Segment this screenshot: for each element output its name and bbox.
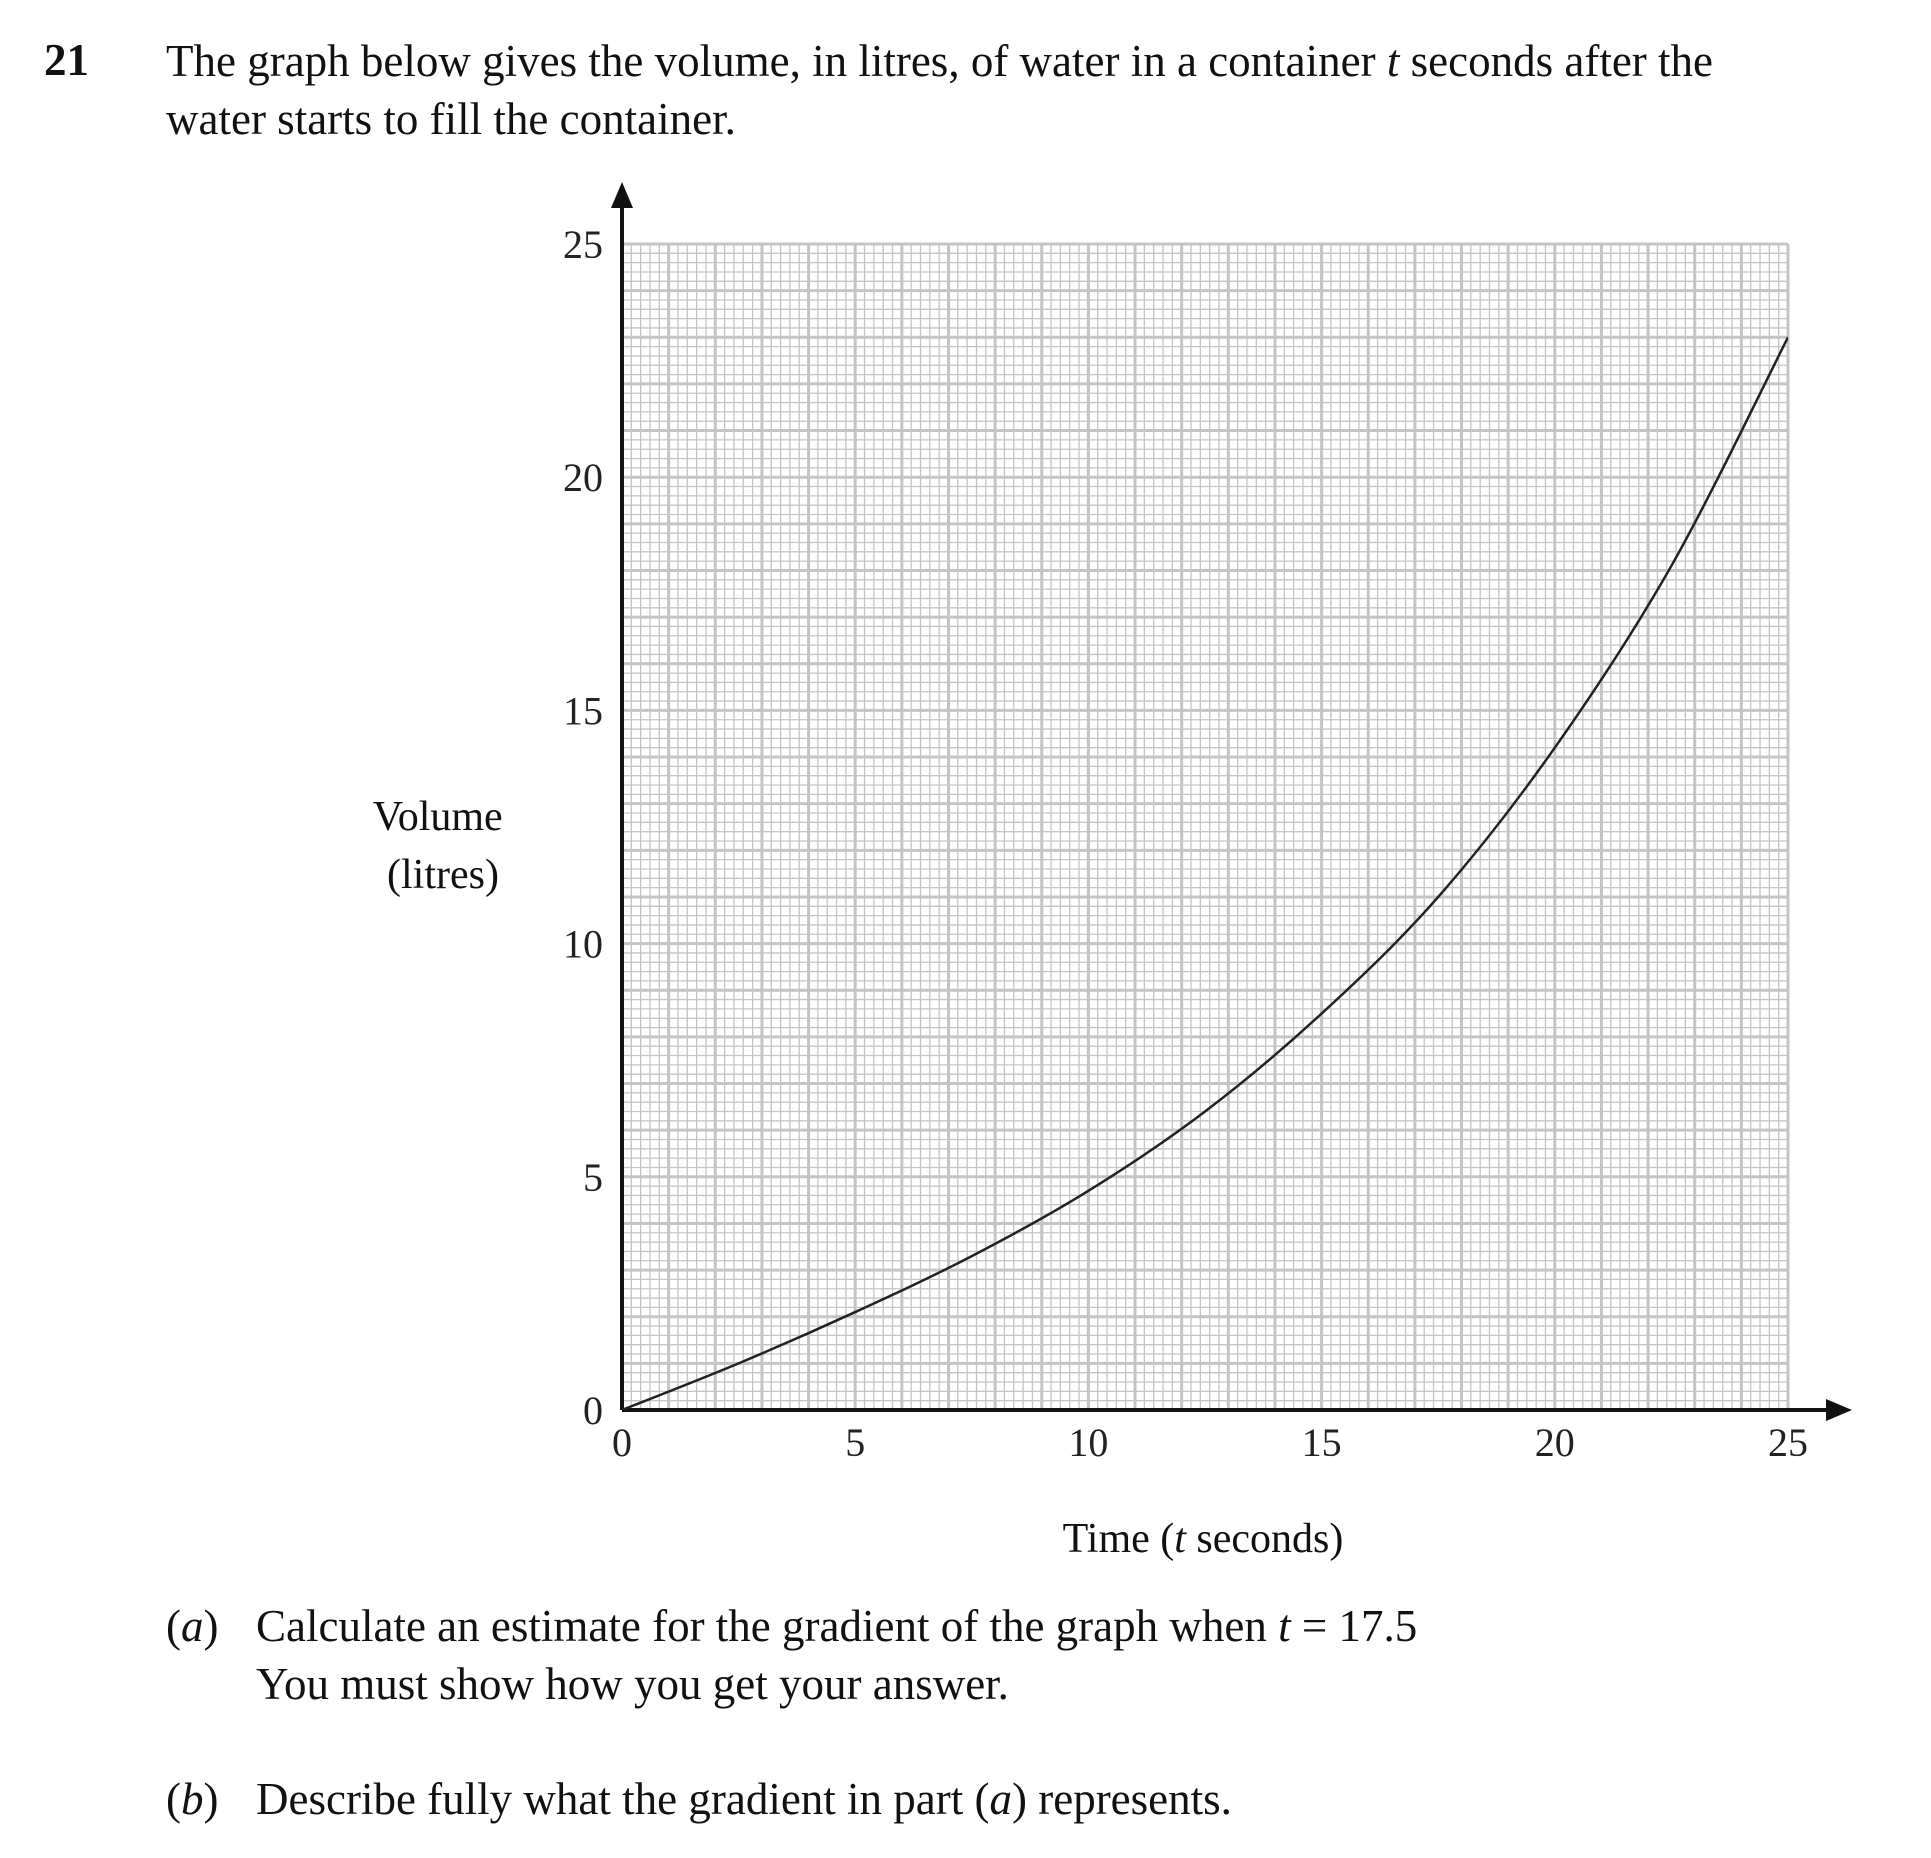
y-axis-label-line-2: (litres) [387,852,499,898]
question-line-2: water starts to fill the container. [166,94,736,144]
y-tick-label: 5 [583,1154,603,1200]
part-a-text [256,1597,1417,1713]
x-tick-label: 20 [1534,1420,1575,1465]
y-tick-label: 0 [583,1388,603,1433]
part-a-line-1: Calculate an estimate for the gradient of the graph when t = 17.5 [256,1601,1418,1651]
y-tick-label: 20 [563,455,603,501]
question-line-1: The graph below gives the volume, in litres, of water in a container t seconds after the [166,36,1714,86]
x-axis-label: Time (t seconds) [1062,1516,1344,1562]
y-axis-arrow [611,182,633,208]
x-tick-label: 10 [1068,1420,1109,1465]
volume-curve [622,337,1788,1410]
part-a-line-2: You must show how you get your answer. [256,1659,1009,1709]
x-tick-label: 15 [1301,1420,1342,1465]
chart-grid [622,244,1788,1410]
part-b-label: (b) [166,1774,219,1824]
x-tick-label: 5 [845,1420,866,1465]
chart-axes [611,182,1852,1421]
question-number: 21 [44,35,89,85]
x-tick-label: 0 [612,1420,632,1465]
curve-layer [622,337,1788,1410]
variable-t: t [1386,36,1400,86]
x-axis-arrow [1826,1399,1852,1421]
y-tick-label: 25 [563,222,603,267]
y-tick-labels [563,222,603,1433]
part-a-label: (a) [166,1601,219,1651]
y-axis-label [373,794,513,898]
y-tick-label: 15 [563,688,603,734]
y-tick-label: 10 [563,921,603,967]
part-b-text: Describe fully what the gradient in part (a) represents. [256,1774,1232,1824]
x-tick-labels [612,1420,1808,1465]
y-axis-label-line-1: Volume [372,794,503,840]
x-tick-label: 25 [1768,1420,1808,1465]
